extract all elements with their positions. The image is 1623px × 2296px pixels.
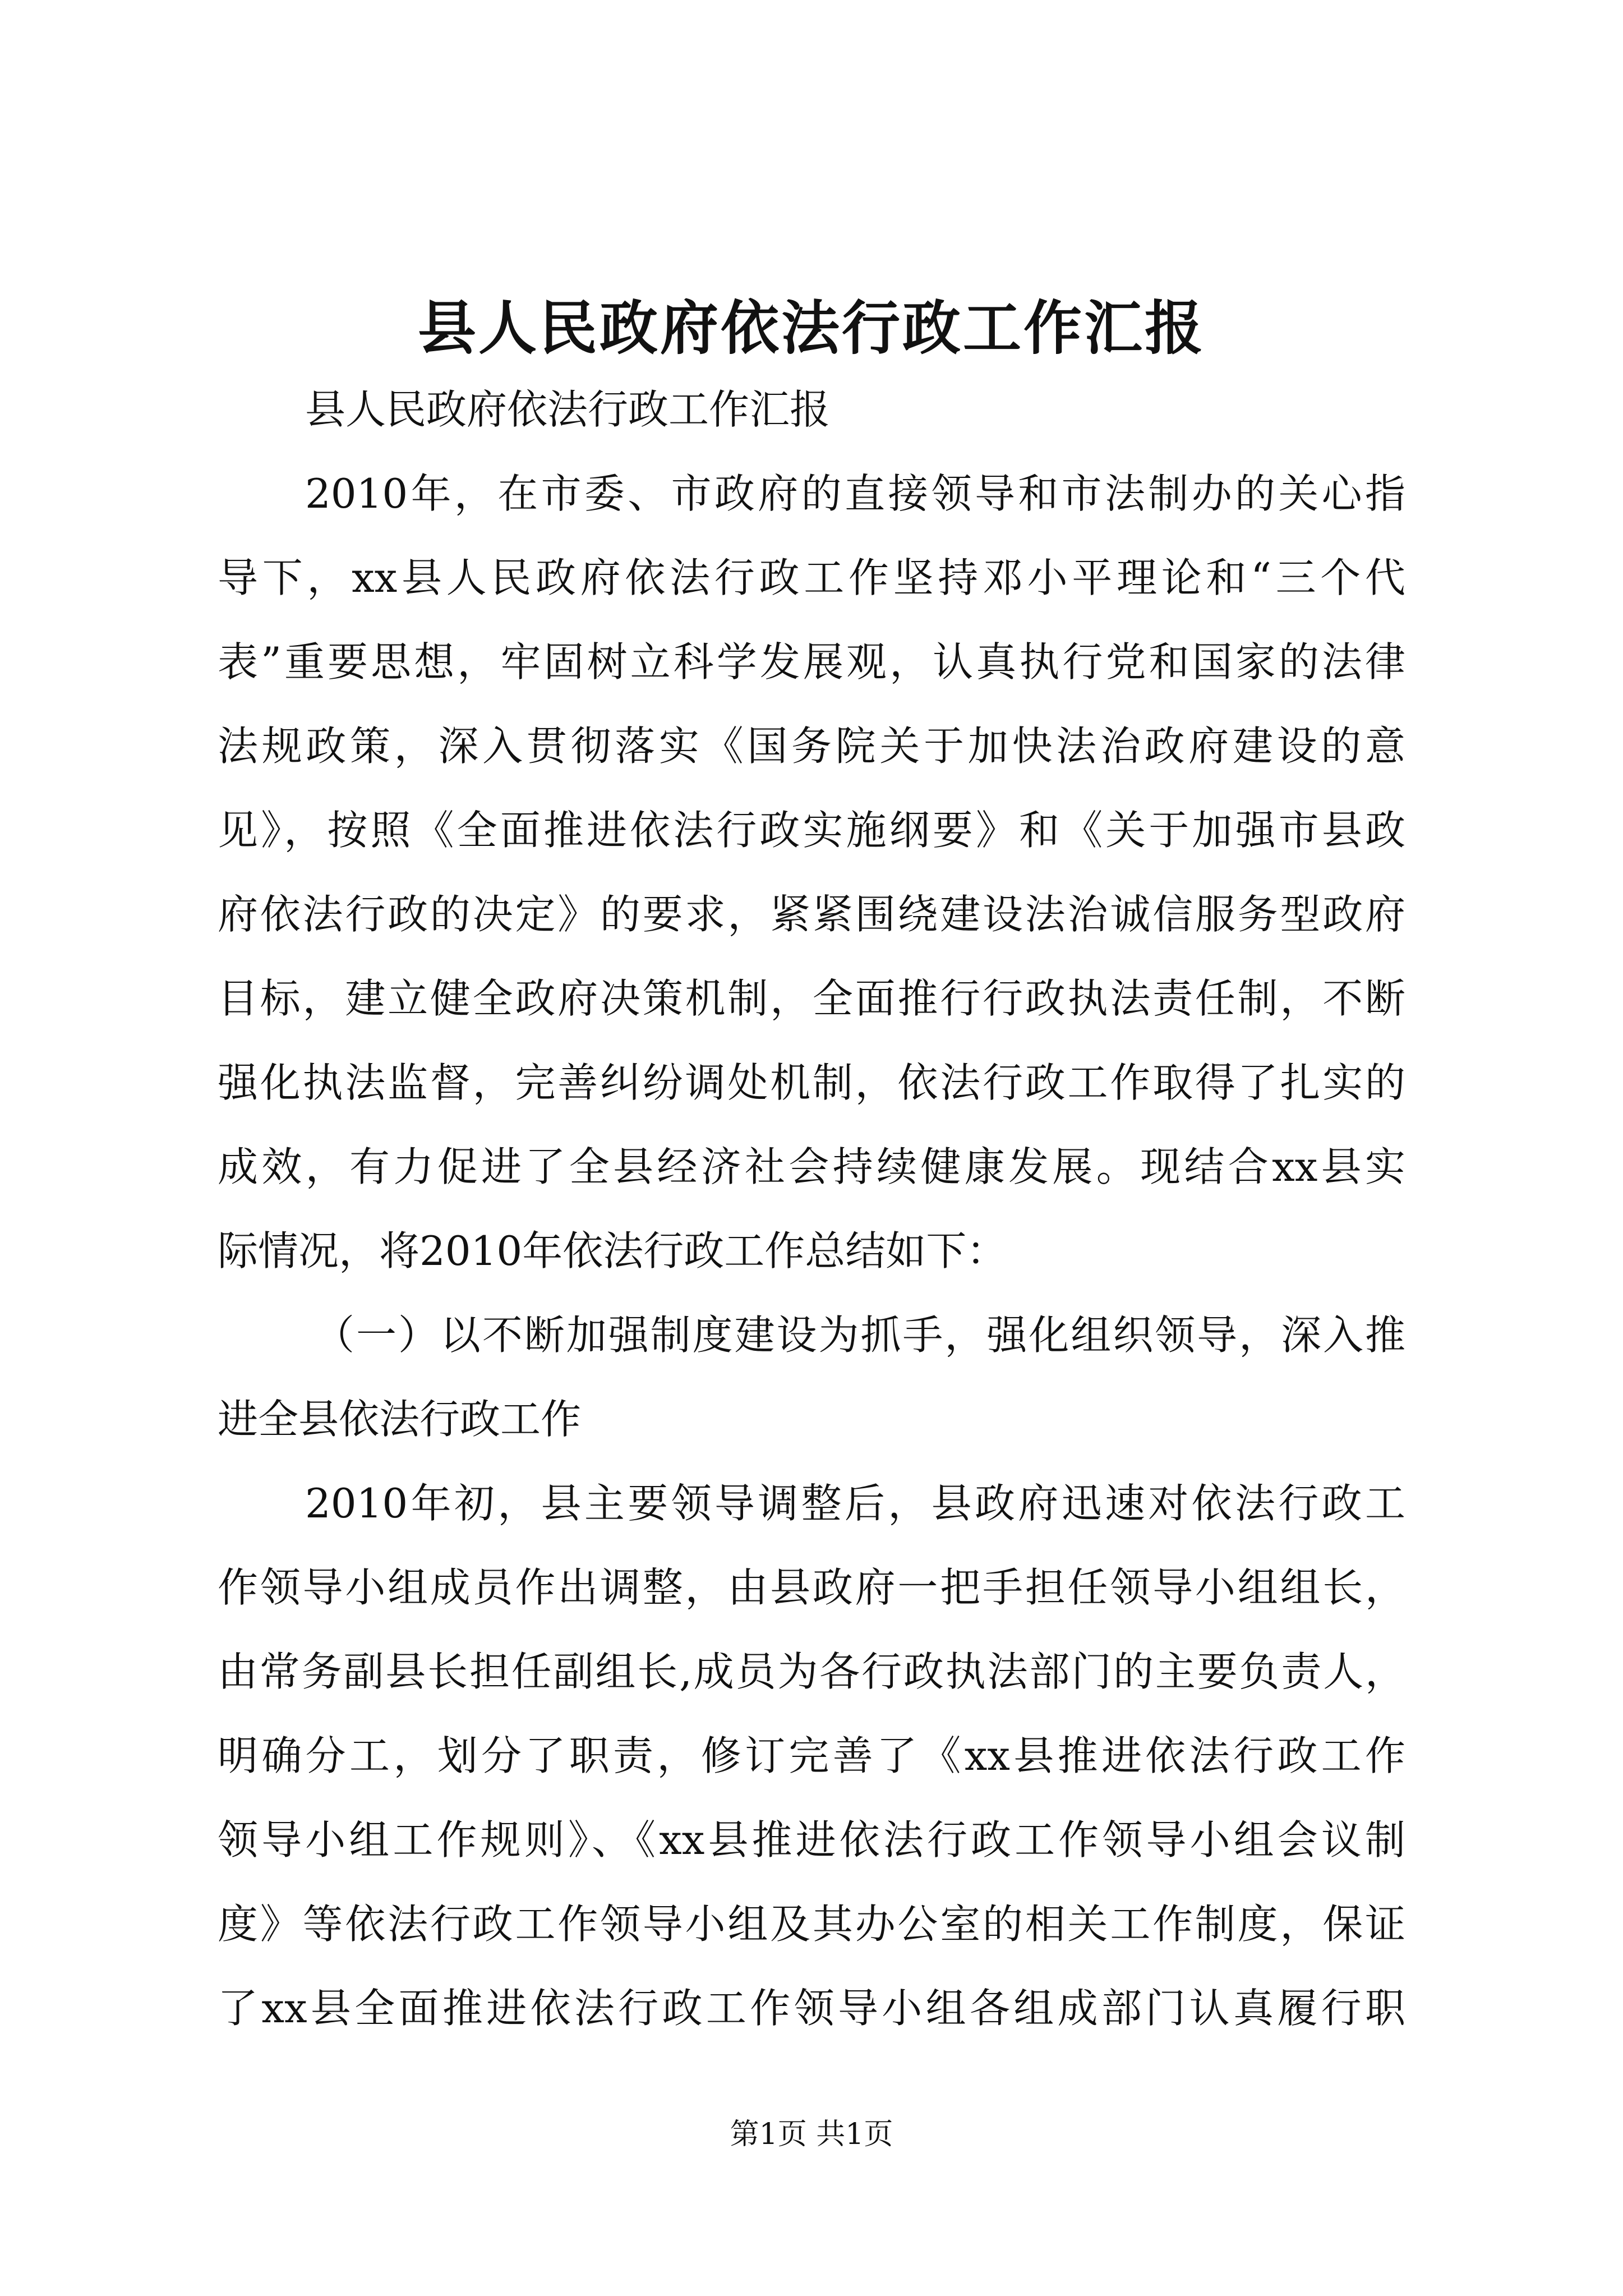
body-line: 明确分工，划分了职责，修订完善了《xx县推进依法行政工作	[218, 1732, 1405, 1779]
body-line: 成效，有力促进了全县经济社会持续健康发展。现结合xx县实	[218, 1143, 1405, 1190]
body-line: 2010年，在市委、市政府的直接领导和市法制办的关心指	[305, 470, 1405, 517]
body-line: 强化执法监督，完善纠纷调处机制，依法行政工作取得了扎实的	[218, 1059, 1405, 1106]
section-heading-line: 进全县依法行政工作	[218, 1396, 582, 1443]
body-line: 了xx县全面推进依法行政工作领导小组各组成部门认真履行职	[218, 1985, 1405, 2032]
body-line: 表”重要思想，牢固树立科学发展观，认真执行党和国家的法律	[218, 638, 1405, 685]
body-line: 目标，建立健全政府决策机制，全面推行行政执法责任制，不断	[218, 975, 1405, 1022]
body-line: 法规政策，深入贯彻落实《国务院关于加快法治政府建设的意	[218, 723, 1405, 770]
body-line: 度》等依法行政工作领导小组及其办公室的相关工作制度，保证	[218, 1901, 1405, 1948]
page-footer: 第1页 共1页	[730, 2118, 893, 2151]
body-line: 导下，xx县人民政府依法行政工作坚持邓小平理论和“三个代	[218, 554, 1405, 601]
body-line: 作领导小组成员作出调整，由县政府一把手担任领导小组组长，	[218, 1564, 1405, 1611]
body-line: 由常务副县长担任副组长,成员为各行政执法部门的主要负责人，	[218, 1648, 1405, 1695]
body-line: 府依法行政的决定》的要求，紧紧围绕建设法治诚信服务型政府	[218, 891, 1405, 938]
body-line: 2010年初，县主要领导调整后，县政府迅速对依法行政工	[305, 1480, 1405, 1527]
subtitle-line: 县人民政府依法行政工作汇报	[305, 386, 831, 433]
body-line: 际情况，将2010年依法行政工作总结如下：	[218, 1227, 1007, 1274]
body-line: 见》，按照《全面推进依法行政实施纲要》和《关于加强市县政	[218, 807, 1405, 854]
body-line: 领导小组工作规则》、《xx县推进依法行政工作领导小组会议制	[218, 1816, 1405, 1864]
section-heading-line: （一）以不断加强制度建设为抓手，强化组织领导，深入推	[314, 1312, 1405, 1359]
document-title: 县人民政府依法行政工作汇报	[417, 293, 1205, 362]
